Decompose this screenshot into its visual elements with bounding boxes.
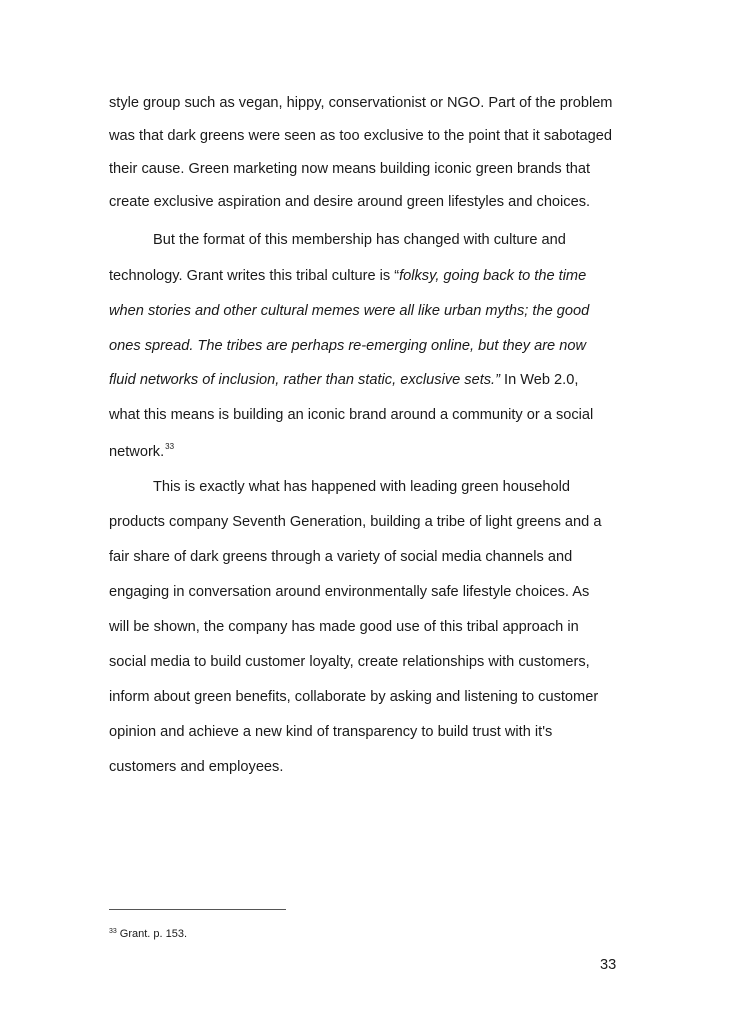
body-line-paragraph-start: [153, 478, 570, 496]
body-line: [109, 618, 579, 636]
footnote: [109, 927, 187, 943]
line-text: inform about green benefits, collaborate by asking and listening to customer: [109, 689, 599, 705]
quote-text: fluid networks of inclusion, rather than static, exclusive sets.”: [109, 372, 500, 388]
body-line: [109, 548, 572, 566]
line-text: create exclusive aspiration and desire around green lifestyles and choices.: [109, 194, 591, 210]
footnote-reference[interactable]: 33: [165, 442, 175, 451]
body-line-quote: [109, 302, 589, 320]
line-text: fair share of dark greens through a variety of social media channels and: [109, 549, 573, 565]
body-line: [109, 723, 552, 741]
body-line: [109, 758, 283, 776]
line-text: social media to build customer loyalty, create relationships with customers,: [109, 654, 590, 670]
line-text: network.: [109, 444, 165, 460]
body-line: [109, 406, 593, 424]
body-line: [109, 688, 598, 706]
line-text: This is exactly what has happened with leading green household: [153, 479, 571, 495]
line-text: In Web 2.0,: [499, 372, 579, 388]
line-text: style group such as vegan, hippy, conservationist or NGO. Part of the problem: [109, 95, 613, 111]
line-text: But the format of this membership has changed with culture and: [153, 232, 566, 248]
body-line-paragraph-start: [153, 231, 566, 249]
line-text: opinion and achieve a new kind of transparency to build trust with it's: [109, 724, 553, 740]
quote-text: folksy, going back to the time: [399, 268, 587, 284]
body-line: [109, 443, 174, 463]
line-text: customers and employees.: [109, 759, 284, 775]
line-text: was that dark greens were seen as too exclusive to the point that it sabotaged: [109, 128, 612, 144]
body-line: [109, 583, 589, 601]
line-text: what this means is building an iconic brand around a community or a social: [109, 407, 594, 423]
line-text: technology. Grant writes this tribal culture is “: [109, 268, 400, 284]
body-line: [109, 371, 578, 389]
footnote-separator: [109, 909, 286, 910]
body-line: [109, 94, 612, 112]
quote-text: when stories and other cultural memes were all like urban myths; the good: [109, 303, 590, 319]
body-line: [109, 653, 590, 671]
line-text: will be shown, the company has made good use of this tribal approach in: [109, 619, 579, 635]
body-line: [109, 193, 590, 211]
body-line: [109, 127, 612, 145]
footnote-marker: 33: [109, 928, 117, 935]
footnote-text: Grant. p. 153.: [119, 928, 188, 940]
line-text: their cause. Green marketing now means building iconic green brands that: [109, 161, 591, 177]
line-text: engaging in conversation around environmentally safe lifestyle choices. As: [109, 584, 590, 600]
body-line-quote: [109, 337, 586, 355]
line-text: products company Seventh Generation, building a tribe of light greens and a: [109, 514, 602, 530]
page-number: 33: [600, 957, 617, 973]
quote-text: ones spread. The tribes are perhaps re-emerging online, but they are now: [109, 338, 587, 354]
body-line: [109, 267, 586, 285]
body-line: [109, 160, 590, 178]
body-line: [109, 513, 601, 531]
